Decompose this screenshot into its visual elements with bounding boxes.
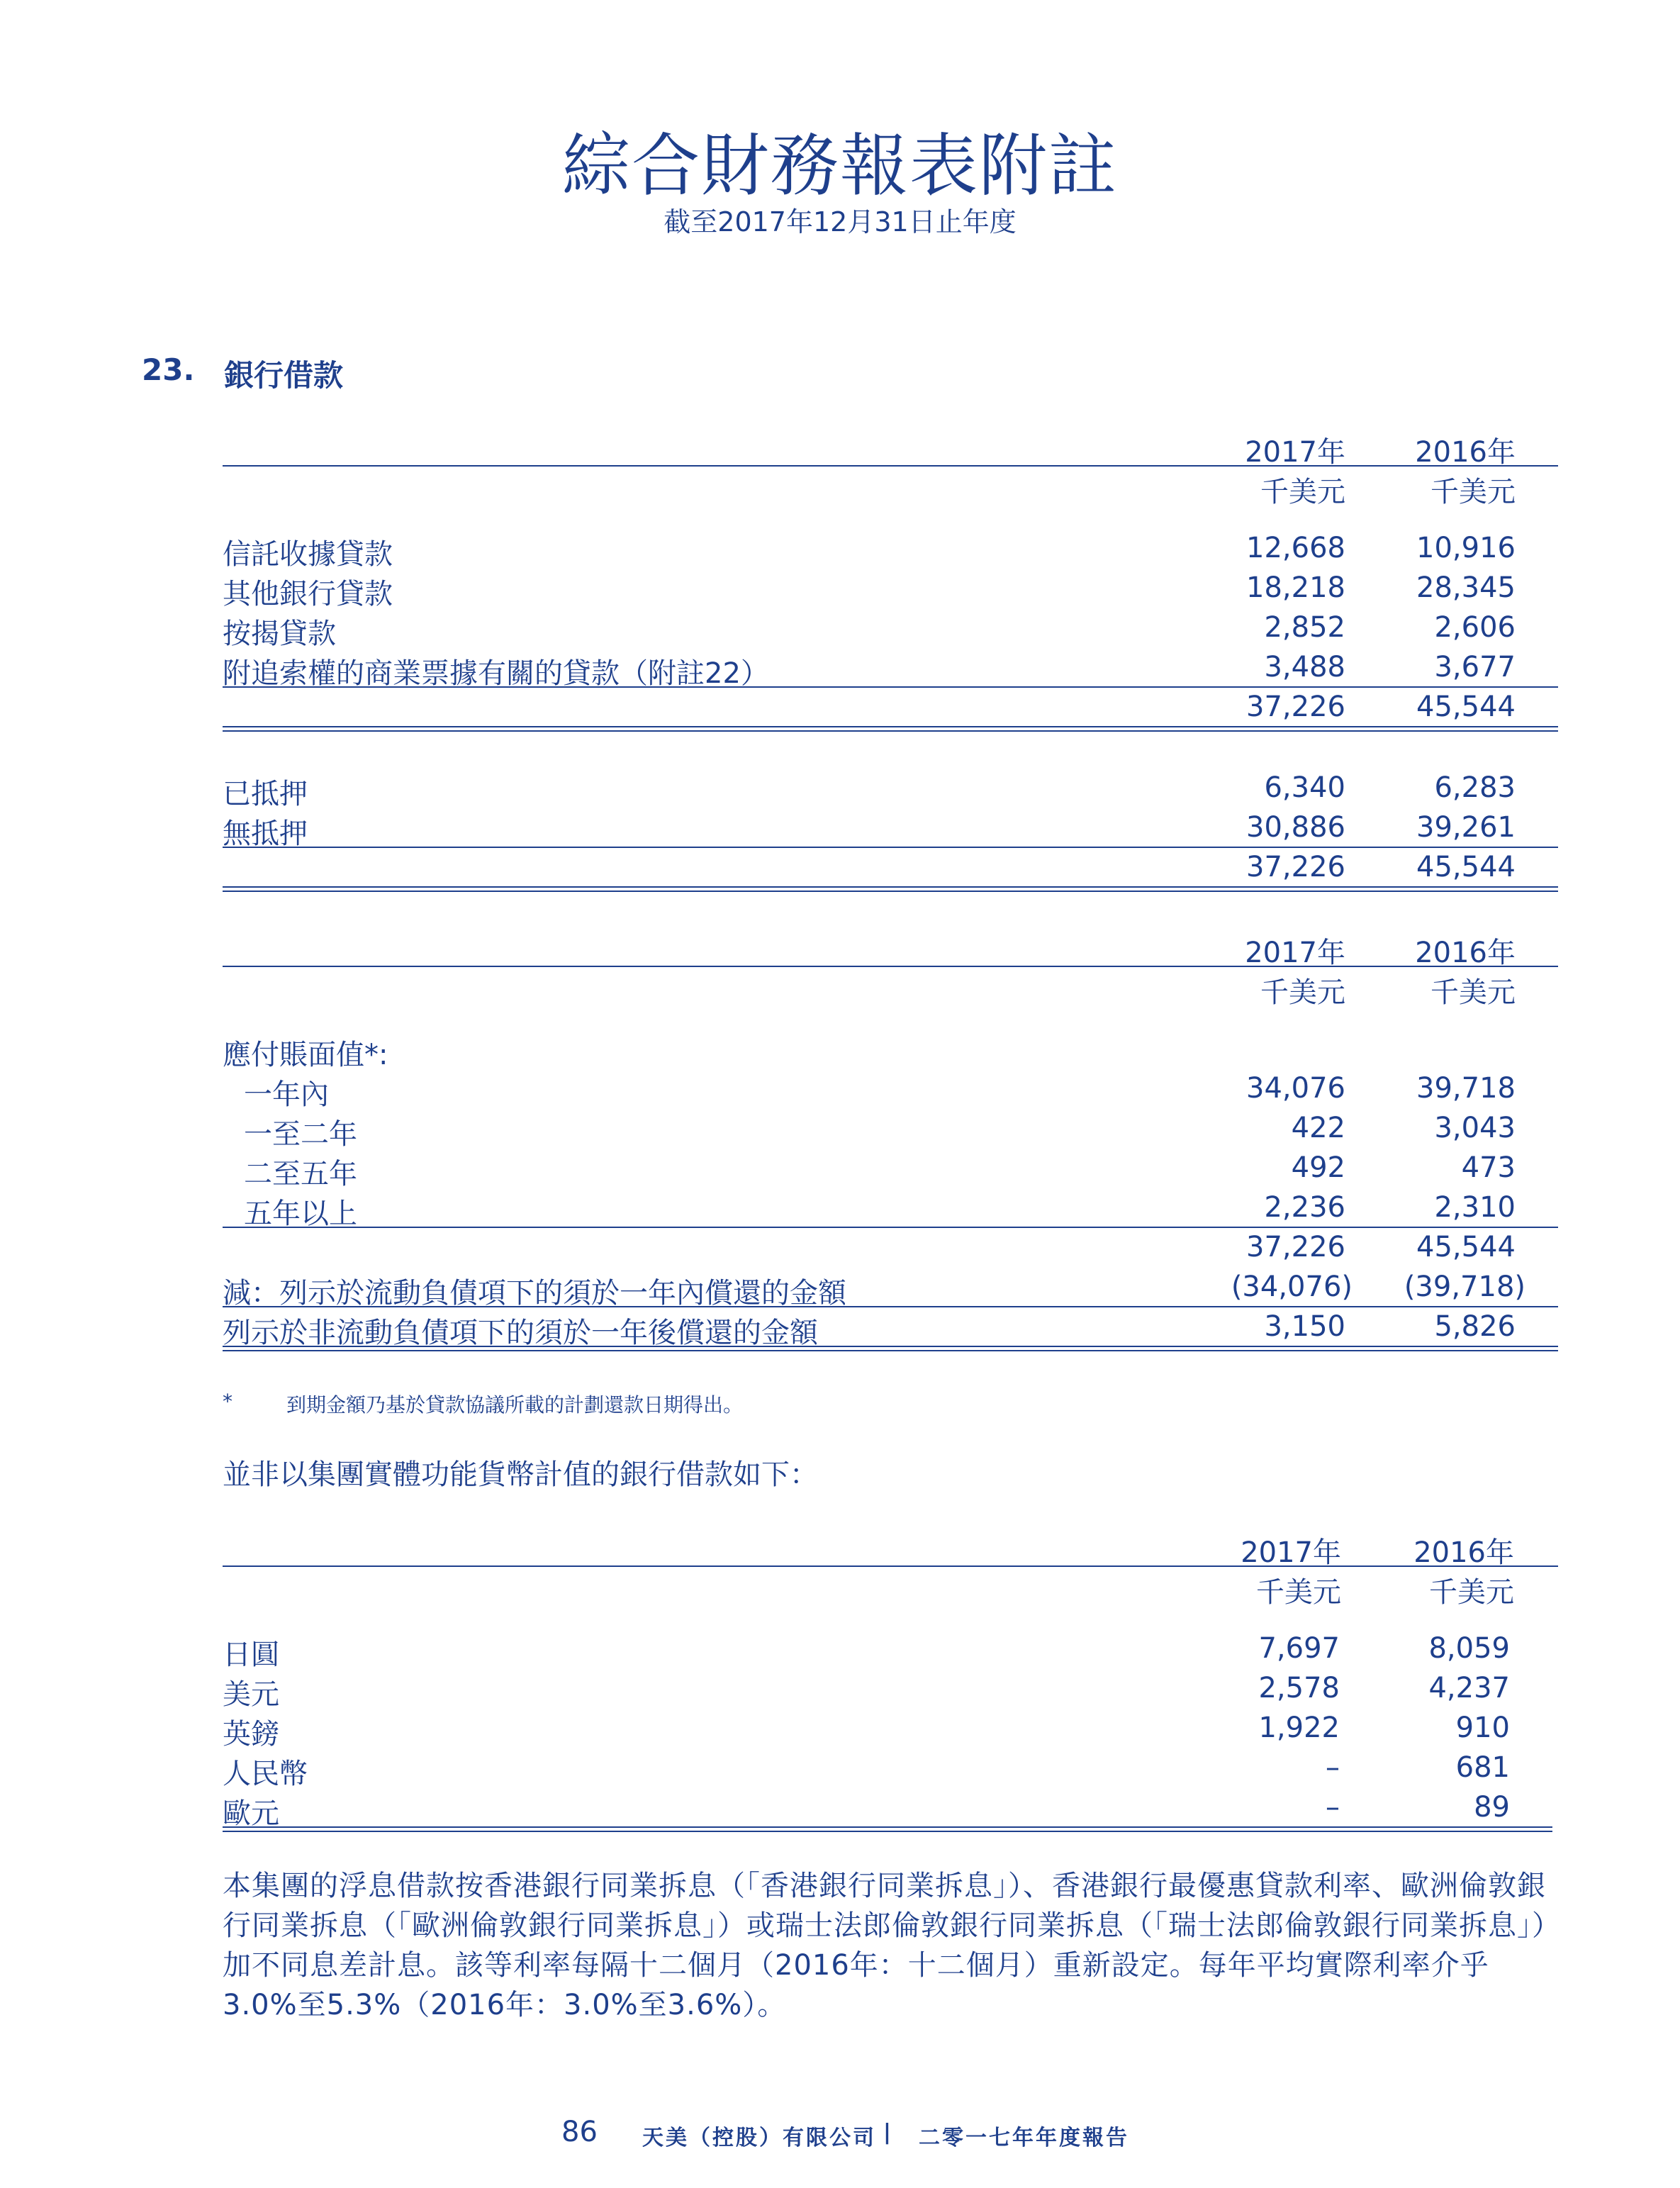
value-2017: 2,852 — [1264, 611, 1345, 644]
value-2016: 4,237 — [1428, 1672, 1510, 1704]
value-2017: – — [1326, 1751, 1340, 1784]
col-unit-2016: 千美元 — [1430, 476, 1516, 508]
value-2017: 3,488 — [1264, 651, 1345, 683]
total-2017: 37,226 — [1246, 1231, 1345, 1263]
table-header-years — [223, 425, 1558, 469]
value-2017: 2,578 — [1258, 1672, 1340, 1704]
row-label: 已抵押 — [223, 778, 308, 810]
table-row — [223, 1787, 1558, 1830]
currency-intro-text: 並非以集團實體功能貨幣計值的銀行借款如下： — [223, 1458, 818, 1491]
col-unit-2016: 千美元 — [1429, 1576, 1514, 1609]
value-2016: 8,059 — [1428, 1632, 1510, 1665]
value-2017: – — [1326, 1791, 1340, 1824]
value-2016: 89 — [1474, 1791, 1510, 1824]
table-row — [223, 1668, 1558, 1711]
double-rule — [223, 1826, 1552, 1828]
maturity-table — [223, 926, 1558, 1349]
value-2016: 3,677 — [1434, 651, 1516, 683]
value-2016: 473 — [1461, 1151, 1516, 1184]
table-row — [223, 1147, 1558, 1190]
total-2016: 45,544 — [1416, 851, 1516, 883]
row-label: 人民幣 — [223, 1758, 308, 1790]
col-unit-2017: 千美元 — [1260, 976, 1345, 1009]
page-number: 86 — [561, 2116, 598, 2148]
value-2016: 28,345 — [1416, 571, 1516, 604]
col-year-2017: 2017年 — [1245, 436, 1345, 469]
value-2017: 30,886 — [1246, 811, 1345, 844]
row-label: 減：列示於流動負債項下的須於一年內償還的金額 — [223, 1277, 846, 1310]
col-year-2016: 2016年 — [1415, 436, 1516, 469]
value-2016: 6,283 — [1434, 771, 1516, 804]
footer-separator: | — [883, 2120, 891, 2145]
footnote-text: 到期金額乃基於貸款協議所載的計劃還款日期得出。 — [286, 1393, 744, 1417]
table-row — [223, 528, 1558, 571]
row-label: 歐元 — [223, 1797, 279, 1830]
page-title: 綜合財務報表附註 — [562, 126, 1118, 206]
currency-table — [223, 1526, 1558, 1830]
value-2016: 2,606 — [1434, 611, 1516, 644]
bank-borrowings-table — [223, 425, 1558, 886]
section-title: 銀行借款 — [224, 358, 344, 393]
row-label: 二至五年 — [244, 1158, 357, 1190]
footer-report-title: 二零一七年年度報告 — [919, 2126, 1129, 2150]
value-2017: 492 — [1291, 1151, 1345, 1184]
total-2016: 45,544 — [1416, 691, 1516, 723]
col-year-2016: 2016年 — [1413, 1536, 1514, 1569]
row-label: 一至二年 — [244, 1118, 357, 1151]
total-2016: 45,544 — [1416, 1231, 1516, 1263]
value-2017: 18,218 — [1246, 571, 1345, 604]
value-2016: 10,916 — [1416, 532, 1516, 564]
value-2016: 39,261 — [1416, 811, 1516, 844]
table-row — [223, 767, 1558, 810]
col-unit-2016: 千美元 — [1430, 976, 1516, 1009]
table-row — [223, 1628, 1558, 1671]
table-row — [223, 1068, 1558, 1111]
table-header-units — [223, 966, 1558, 1009]
value-2017: 3,150 — [1264, 1310, 1345, 1343]
table-row — [223, 607, 1558, 650]
row-label: 信託收據貸款 — [223, 538, 393, 571]
value-2017: (34,076) — [1231, 1271, 1353, 1303]
table-row — [223, 1187, 1558, 1230]
footnote-mark: * — [223, 1390, 233, 1413]
table-row — [223, 567, 1558, 610]
table-subheading: 應付賬面值*: — [223, 1039, 388, 1071]
col-year-2017: 2017年 — [1245, 937, 1345, 969]
double-rule — [223, 726, 1558, 727]
value-2016: 39,718 — [1416, 1072, 1516, 1105]
page-subtitle: 截至2017年12月31日止年度 — [663, 206, 1017, 238]
row-label: 附追索權的商業票據有關的貸款（附註22） — [223, 657, 769, 690]
table-header-years — [223, 1526, 1558, 1569]
row-label: 無抵押 — [223, 817, 308, 850]
value-2016: 3,043 — [1434, 1112, 1516, 1144]
col-unit-2017: 千美元 — [1256, 1576, 1341, 1609]
row-label: 美元 — [223, 1678, 279, 1711]
value-2017: 12,668 — [1246, 532, 1345, 564]
total-row — [223, 686, 1558, 726]
row-label: 一年內 — [244, 1078, 329, 1111]
value-2016: 910 — [1455, 1712, 1510, 1744]
total-2017: 37,226 — [1246, 691, 1345, 723]
table-row — [223, 1747, 1558, 1790]
total-row — [223, 847, 1558, 886]
table-subheading-row — [223, 1028, 1558, 1071]
value-2016: 5,826 — [1434, 1310, 1516, 1343]
value-2017: 422 — [1291, 1112, 1345, 1144]
value-2017: 34,076 — [1246, 1072, 1345, 1105]
table-row — [223, 807, 1558, 850]
row-label: 五年以上 — [244, 1198, 357, 1230]
less-current-row — [223, 1266, 1558, 1310]
table-header-units — [223, 1565, 1558, 1609]
table-row — [223, 1107, 1558, 1151]
interest-rate-paragraph: 本集團的浮息借款按香港銀行同業拆息（「香港銀行同業拆息」）、香港銀行最優惠貸款利率、歐洲倫敦銀行同業拆息（「歐洲倫敦銀行同業拆息」）或瑞士法郎倫敦銀行同業拆息（「瑞士法郎倫敦銀行同業拆息」）加不同息差計息。該等利率每隔十二個月（2016年：十二個月）重新設定。每年平均實際利率介乎3.0%至5.3%（2016年：3.0%至3.6%）。 — [223, 1870, 1547, 2021]
value-2016: 681 — [1455, 1751, 1510, 1784]
double-rule — [223, 1346, 1558, 1347]
footer-company-name: 天美（控股）有限公司 — [642, 2126, 876, 2150]
col-year-2016: 2016年 — [1415, 937, 1516, 969]
col-unit-2017: 千美元 — [1260, 476, 1345, 508]
row-label: 其他銀行貸款 — [223, 578, 393, 610]
total-row — [223, 1227, 1558, 1266]
total-2017: 37,226 — [1246, 851, 1345, 883]
row-label: 日圓 — [223, 1639, 279, 1671]
col-year-2017: 2017年 — [1241, 1536, 1341, 1569]
value-2017: 6,340 — [1264, 771, 1345, 804]
table-header-years — [223, 926, 1558, 969]
table-row — [223, 1707, 1558, 1751]
row-label: 按揭貸款 — [223, 618, 336, 650]
value-2016: 2,310 — [1434, 1191, 1516, 1224]
value-2016: (39,718) — [1404, 1271, 1525, 1303]
value-2017: 2,236 — [1264, 1191, 1345, 1224]
table-header-units — [223, 465, 1558, 508]
value-2017: 7,697 — [1258, 1632, 1340, 1665]
row-label: 列示於非流動負債項下的須於一年後償還的金額 — [223, 1317, 818, 1349]
double-rule — [223, 886, 1558, 888]
value-2017: 1,922 — [1258, 1712, 1340, 1744]
row-label: 英鎊 — [223, 1718, 279, 1751]
non-current-row — [223, 1306, 1558, 1349]
table-row — [223, 647, 1558, 690]
section-number: 23. — [142, 352, 195, 387]
